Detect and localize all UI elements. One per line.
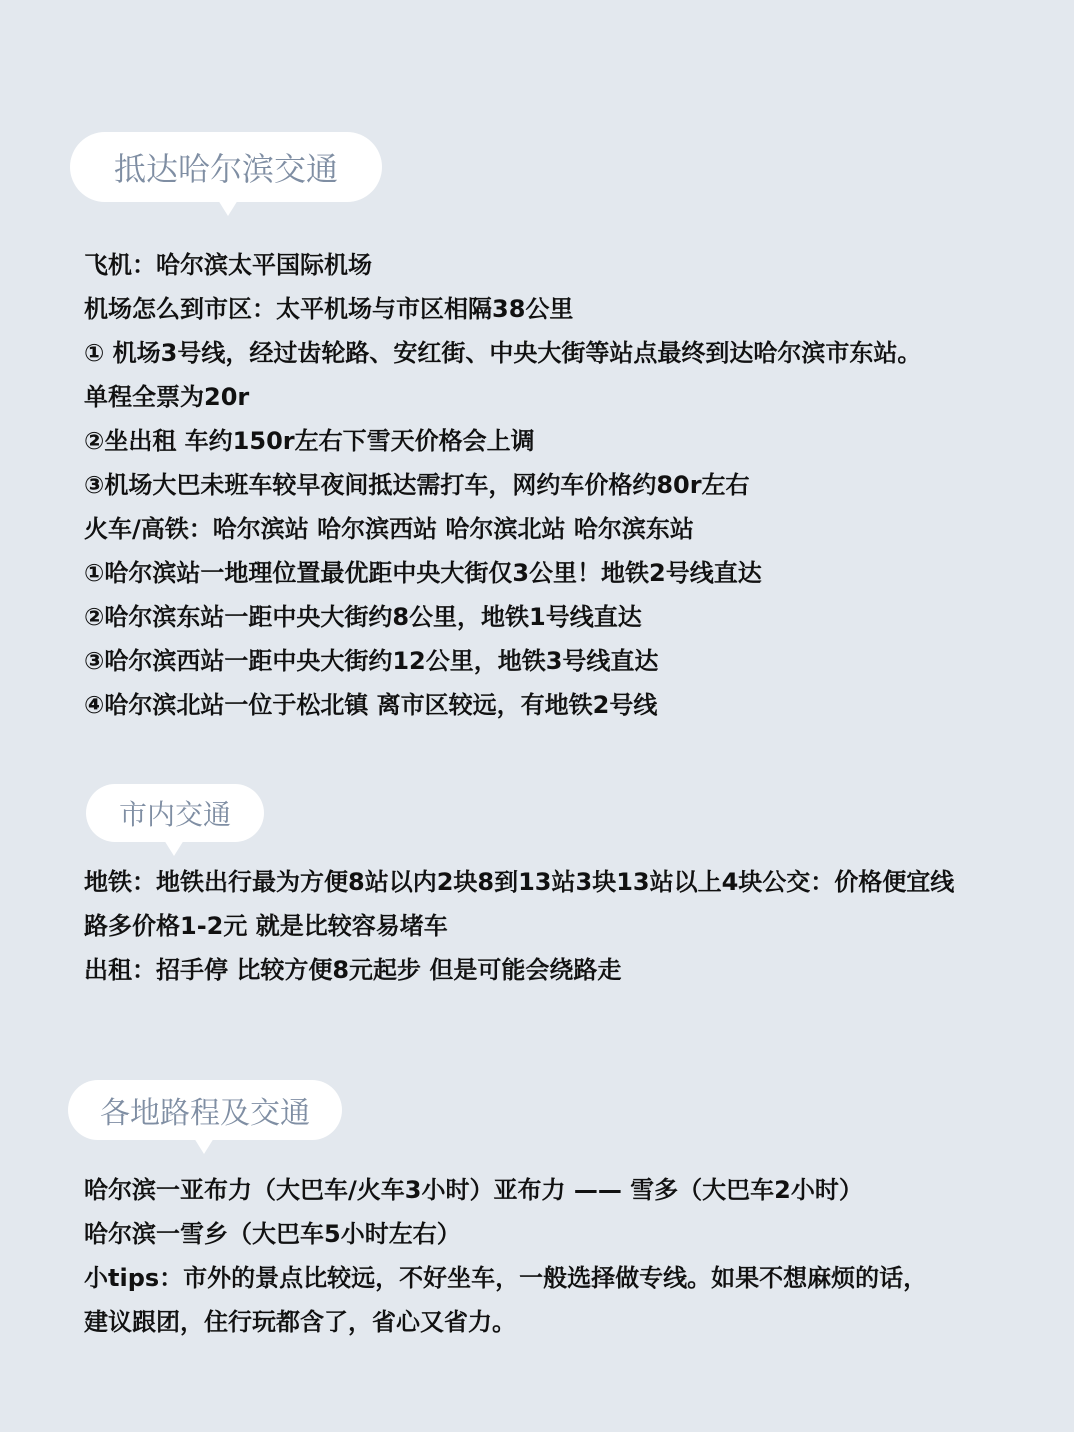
text-line: ②坐出租 车约150r左右下雪天价格会上调 bbox=[84, 427, 535, 455]
section-title-bubble-routes bbox=[68, 1080, 342, 1140]
text-line: 单程全票为20r bbox=[84, 383, 250, 411]
section-title: 抵达哈尔滨交通 bbox=[113, 150, 338, 188]
bubble-tail bbox=[218, 200, 238, 216]
section-city-content bbox=[84, 860, 1048, 992]
section-routes-content bbox=[84, 1168, 1048, 1344]
section-title: 各地路程及交通 bbox=[100, 1096, 310, 1131]
text-line: ①哈尔滨站一地理位置最优距中央大街仅3公里！地铁2号线直达 bbox=[84, 559, 762, 587]
text-line: 火车/高铁：哈尔滨站 哈尔滨西站 哈尔滨北站 哈尔滨东站 bbox=[84, 515, 694, 543]
section-title-bubble-arrival bbox=[70, 132, 382, 202]
text-line: 小tips：市外的景点比较远，不好坐车，一般选择做专线。如果不想麻烦的话， bbox=[84, 1264, 928, 1292]
section-arrival-content bbox=[84, 243, 1048, 727]
text-line: 出租：招手停 比较方便8元起步 但是可能会绕路走 bbox=[84, 956, 622, 984]
text-line: 机场怎么到市区：太平机场与市区相隔38公里 bbox=[84, 295, 574, 323]
text-line: 路多价格1-2元 就是比较容易堵车 bbox=[84, 912, 448, 940]
text-line: ① 机场3号线，经过齿轮路、安红街、中央大街等站点最终到达哈尔滨市东站。 bbox=[84, 339, 922, 367]
text-line: ③机场大巴未班车较早夜间抵达需打车，网约车价格约80r左右 bbox=[84, 471, 750, 499]
text-line: 建议跟团，住行玩都含了，省心又省力。 bbox=[84, 1308, 516, 1336]
text-line: 哈尔滨一亚布力（大巴车/火车3小时）亚布力 —— 雪多（大巴车2小时） bbox=[84, 1176, 863, 1204]
text-line: 哈尔滨一雪乡（大巴车5小时左右） bbox=[84, 1220, 461, 1248]
text-line: 地铁：地铁出行最为方便8站以内2块8到13站3块13站以上4块公交：价格便宜线 bbox=[84, 868, 955, 896]
text-line: 飞机：哈尔滨太平国际机场 bbox=[84, 251, 372, 279]
bubble-tail bbox=[194, 1138, 214, 1154]
section-title-bubble-city bbox=[86, 784, 264, 842]
bubble-tail bbox=[164, 840, 184, 856]
text-line: ②哈尔滨东站一距中央大街约8公里，地铁1号线直达 bbox=[84, 603, 642, 631]
section-title: 市内交通 bbox=[118, 798, 231, 831]
text-line: ④哈尔滨北站一位于松北镇 离市区较远，有地铁2号线 bbox=[84, 691, 658, 719]
text-line: ③哈尔滨西站一距中央大街约12公里，地铁3号线直达 bbox=[84, 647, 659, 675]
